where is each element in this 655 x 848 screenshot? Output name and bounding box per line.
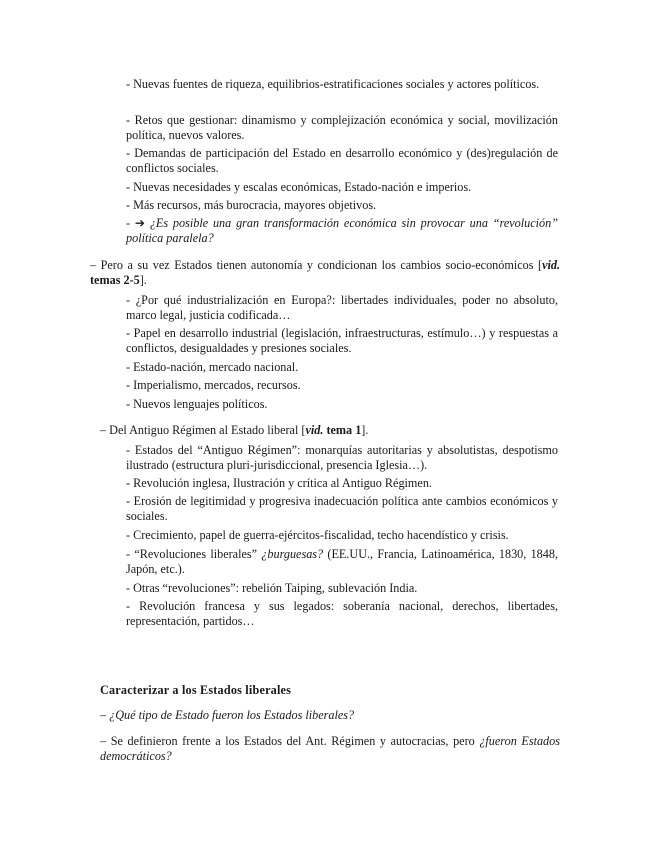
- list-item: - Imperialismo, mercados, recursos.: [126, 378, 301, 392]
- list-item: - Papel en desarrollo industrial (legislación, infraestructuras, estímulo…) y respuestas a conflictos, desigualdades y presiones sociales.: [126, 326, 558, 355]
- reference: [305, 423, 361, 437]
- list-item: - Demandas de participación del Estado en desarrollo económico y (des)regulación de conflictos sociales.: [126, 146, 558, 175]
- list-item: - Revolución inglesa, Ilustración y crítica al Antiguo Régimen.: [126, 476, 432, 490]
- question-text: ¿Qué tipo de Estado fueron los Estados liberales?: [109, 708, 355, 722]
- question-line: [100, 708, 560, 723]
- reference-topic: temas 2-5: [90, 273, 140, 287]
- list-item: - Nuevas fuentes de riqueza, equilibrios-estratificaciones sociales y actores políticos.: [126, 77, 540, 91]
- section-intro: [100, 423, 560, 438]
- arrow-right-icon: ➔: [134, 216, 145, 230]
- list-item: - Más recursos, más burocracia, mayores objetivos.: [126, 198, 377, 212]
- reference-vid: vid.: [542, 258, 560, 272]
- list-item-arrow-question: [126, 216, 558, 246]
- intro-close: ].: [361, 423, 369, 437]
- revoluciones-text: - “Revoluciones liberales”: [126, 547, 262, 561]
- list-item: - Erosión de legitimidad y progresiva inadecuación política ante cambios económicos y sociales.: [126, 494, 558, 523]
- question-lead: – Se definieron frente a los Estados del Ant. Régimen y autocracias, pero: [100, 734, 480, 748]
- list-item: - Revolución francesa y sus legados: soberanía nacional, derechos, libertades, representación, partidos…: [126, 599, 558, 628]
- list-item: - Nuevos lenguajes políticos.: [126, 397, 268, 411]
- question-text: ¿fueron Estados democráticos?: [100, 734, 560, 763]
- list-item: - Estado-nación, mercado nacional.: [126, 360, 299, 374]
- question-line: [100, 734, 560, 764]
- section-intro: [90, 258, 560, 288]
- list-item: - Estados del “Antiguo Régimen”: monarquías autoritarias y absolutistas, despotismo ilustrado (estructura pluri-jurisdiccional, presencia Iglesia…).: [126, 443, 558, 472]
- reference-vid: vid.: [305, 423, 324, 437]
- revoluciones-question: ¿burguesas?: [261, 547, 324, 561]
- intro-text: – Pero a su vez Estados tienen autonomía y condicionan los cambios socio-económicos [: [90, 258, 543, 272]
- intro-text: – Del Antiguo Régimen al Estado liberal [: [100, 423, 306, 437]
- list-item: - Nuevas necesidades y escalas económicas, Estado-nación e imperios.: [126, 180, 472, 194]
- section-heading: Caracterizar a los Estados liberales: [100, 683, 292, 697]
- list-item: - ¿Por qué industrialización en Europa?: libertades individuales, poder no absoluto, marco legal, justicia codificada…: [126, 293, 558, 322]
- list-dash: -: [126, 216, 135, 230]
- question-text: ¿Es posible una gran transformación económica sin provocar una “revolución” política paralela?: [126, 216, 559, 245]
- list-item: - Crecimiento, papel de guerra-ejércitos-fiscalidad, techo hacendístico y crisis.: [126, 528, 509, 542]
- list-item-revoluciones: [126, 547, 558, 577]
- list-item: - Retos que gestionar: dinamismo y complejización económica y social, movilización política, nuevos valores.: [126, 113, 558, 142]
- intro-close: ].: [139, 273, 147, 287]
- question-dash: –: [100, 708, 110, 722]
- revoluciones-examples: (EE.UU., Francia, Latinoamérica, 1830, 1848, Japón, etc.).: [126, 547, 558, 576]
- list-item: - Otras “revoluciones”: rebelión Taiping, sublevación India.: [126, 581, 418, 595]
- reference-topic: tema 1: [323, 423, 362, 437]
